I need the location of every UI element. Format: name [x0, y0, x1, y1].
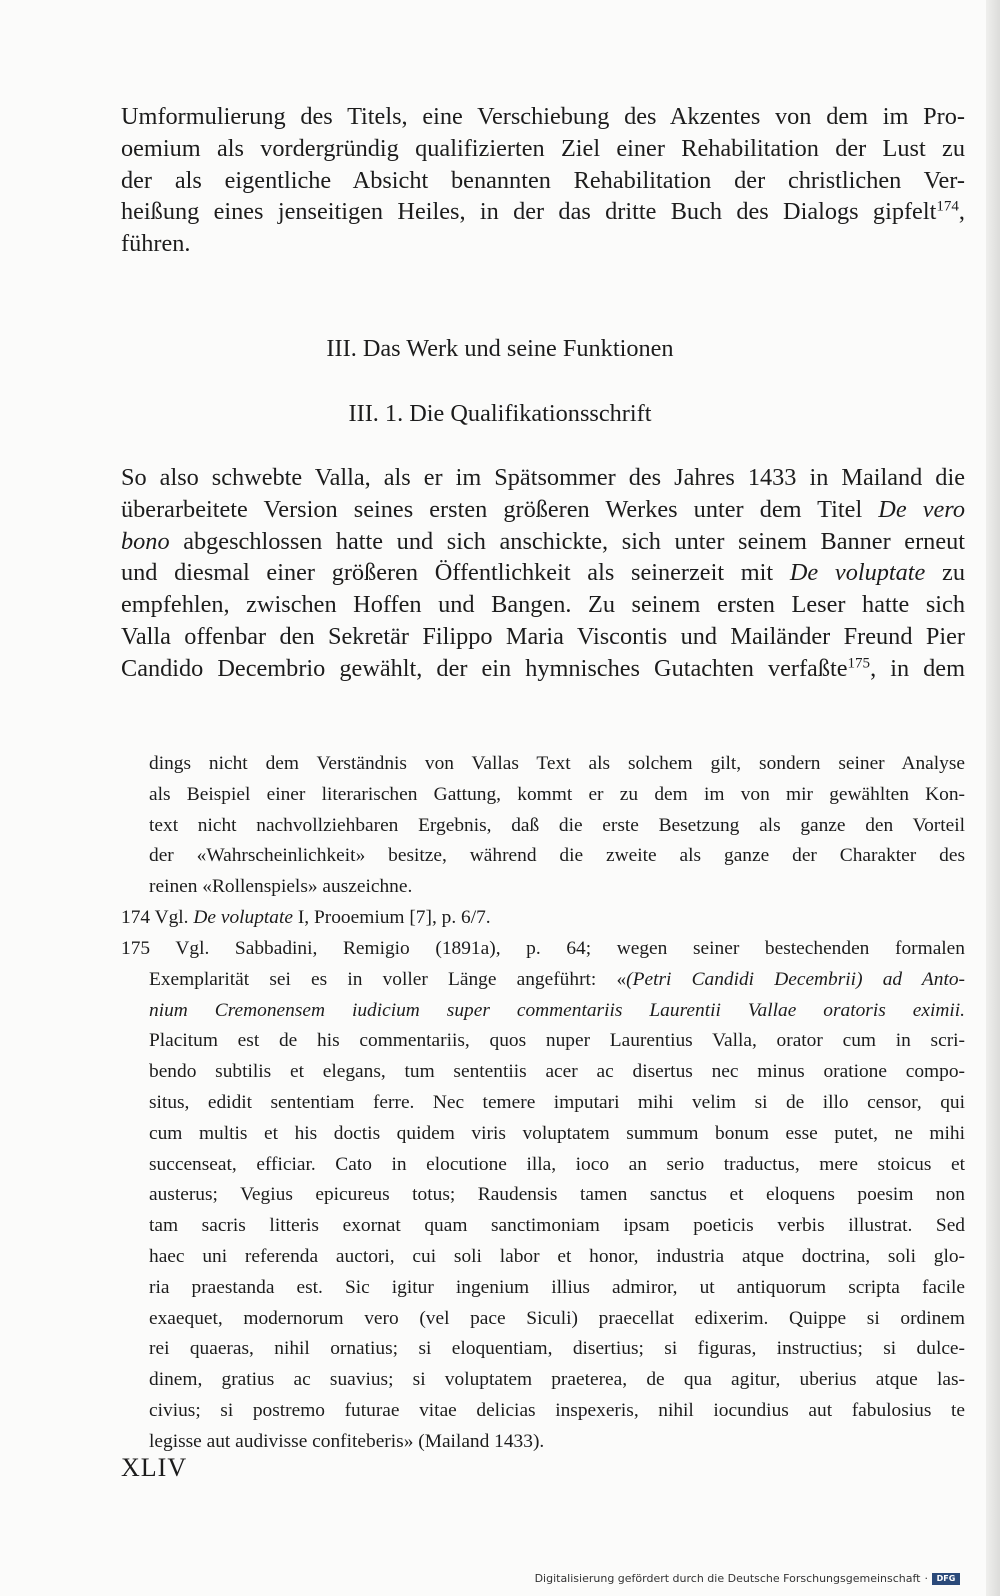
text-line: Valla offenbar den Sekretär Filippo Maria Viscontis und Mailänder Freund Pier [121, 622, 965, 650]
footnote-line: situs, edidit sententiam ferre. Nec temere imputari mihi velim si de illo censor, qui [149, 1091, 965, 1113]
text-fragment: überarbeitete Version seines ersten größeren Werkes unter dem Titel [121, 495, 879, 523]
text-line [121, 526, 965, 558]
paragraph-continuation [121, 101, 965, 260]
footnote-line [121, 965, 965, 996]
footnote-line [121, 903, 965, 934]
dfg-logo: DFG [932, 1573, 960, 1585]
footnote-line: rei quaeras, nihil ornatius; si eloquentiam, disertius; si figuras, instructius; si dulce- [149, 1338, 965, 1360]
separator-dot: · [924, 1572, 928, 1585]
text-fragment: , in dem [870, 654, 965, 682]
text-fragment: heißung eines jenseitigen Heiles, in der das dritte Buch des Dialogs gipfelt [121, 198, 937, 226]
italic-title: bono [121, 527, 170, 555]
footnote-line: exaequet, modernorum vero (vel pace Siculi) praecellat edixerim. Quippe si ordinem [149, 1307, 965, 1329]
italic-title: De vero [878, 495, 965, 523]
footnote-line: 175 Vgl. Sabbadini, Remigio (1891a), p. 64; wegen seiner bestechenden formalen [121, 938, 965, 959]
text-line [121, 653, 965, 685]
text-line [121, 494, 965, 526]
footnote-line: der «Wahrscheinlichkeit» besitze, während die zweite als ganze der Charakter des [149, 845, 965, 867]
footnote-continuation [121, 749, 965, 903]
text-line: oemium als vordergründig qualifizierten Ziel einer Rehabilitation der Lust zu [121, 134, 965, 162]
text-line: Umformulierung des Titels, eine Verschiebung des Akzentes von dem im Pro- [121, 103, 965, 130]
text-fragment: 174 Vgl. [121, 907, 194, 928]
subsection-heading: III. 1. Die Qualifikationsschrift [348, 400, 652, 427]
credit-text: Digitalisierung gefördert durch die Deutsche Forschungsgemeinschaft [534, 1572, 921, 1585]
footnote-line: dinem, gratius ac suavius; si voluptatem praeterea, de qua agitur, uberius atque las- [149, 1369, 965, 1391]
page-edge-shadow [986, 0, 1000, 1596]
digitization-credit [535, 1572, 960, 1585]
footnote-line: austerus; Vegius epicureus totus; Raudensis tamen sanctus et eloquens poesim non [149, 1184, 965, 1206]
footnote-line: civius; si postremo futurae vitae delicias inspexeris, nihil iocundius aut fabulosius te [149, 1399, 965, 1421]
footnote-line: tam sacris litteris exornat quam sanctimoniam ipsam poeticis verbis illustrat. Sed [149, 1215, 965, 1237]
text-line: empfehlen, zwischen Hoffen und Bangen. Zu seinem ersten Leser hatte sich [121, 591, 965, 619]
footnote-line: als Beispiel einer literarischen Gattung, kommt er zu dem im von mir gewählten Kon- [149, 783, 965, 805]
footnote-line: haec uni referenda auctori, cui soli labor et honor, industria atque doctrina, soli glo- [149, 1245, 965, 1267]
text-line: der als eigentliche Absicht benannten Rehabilitation der christlichen Ver- [121, 166, 965, 194]
footnote-line: dings nicht dem Verständnis von Vallas Text als solchem gilt, sondern seiner Analyse [149, 753, 965, 774]
text-fragment: abgeschlossen hatte und sich anschickte, sich unter seinem Banner erneut [169, 527, 965, 555]
footnote-line: bendo subtilis et elegans, tum sententiis acer ac disertus nec minus oratione compo- [149, 1061, 965, 1083]
footnote-line: reinen «Rollenspiels» auszeichne. [149, 876, 413, 898]
text-line [121, 557, 965, 589]
text-fragment: und diesmal einer größeren Öffentlichkeit als seinerzeit mit [121, 559, 790, 587]
text-line: heißung eines jenseitigen Heiles, in der das dritte Buch des Dialogs gipfelt$^{174}$, [121, 198, 965, 226]
page-number: XLIV [121, 1453, 188, 1482]
footnote-ref: 174 [936, 199, 959, 216]
text-fragment: zu [925, 559, 965, 587]
footnote-line: ria praestanda est. Sic igitur ingenium illius admiror, ut antiquorum scripta facile [149, 1276, 965, 1298]
section-heading: III. Das Werk und seine Funktionen [326, 335, 674, 362]
footnote-line: Placitum est de his commentariis, quos nuper Laurentius Valla, orator cum in scri- [149, 1030, 965, 1052]
footnote-line [121, 996, 965, 1027]
footnote-line: cum multis et his doctis quidem viris voluptatem summum bonum esse putet, ne mihi [149, 1122, 965, 1144]
footnote-174 [121, 903, 965, 934]
footnote-line: text nicht nachvollziehbaren Ergebnis, daß die erste Besetzung als ganze den Vorteil [149, 814, 965, 836]
text-fragment: I, Prooemium [7], p. 6/7. [293, 907, 491, 928]
footnote-ref: 175 [847, 655, 871, 672]
text-line: So also schwebte Valla, als er im Spätsommer des Jahres 1433 in Mailand die [121, 464, 965, 491]
italic-text: (Petri Candidi Decembrii) ad Anto- [626, 968, 965, 990]
italic-text: nium Cremonensem iudicium super commentariis Laurentii Vallae oratoris eximii. [149, 999, 965, 1021]
footnote-175 [121, 934, 965, 1458]
italic-title: De voluptate [789, 559, 926, 587]
text-fragment: Exemplarität sei es in voller Länge angeführt: « [149, 968, 627, 990]
footnote-line: succenseat, efficiar. Cato in elocutione illa, ioco an serio traductus, mere stoicus et [149, 1153, 965, 1175]
footnote-line: legisse aut audivisse confiteberis» (Mailand 1433). [149, 1430, 545, 1452]
paragraph-main [121, 462, 965, 685]
text-fragment: Candido Decembrio gewählt, der ein hymnisches Gutachten verfaßte [121, 654, 848, 682]
text-line: führen. [121, 230, 191, 258]
italic-title: De voluptate [193, 907, 293, 928]
